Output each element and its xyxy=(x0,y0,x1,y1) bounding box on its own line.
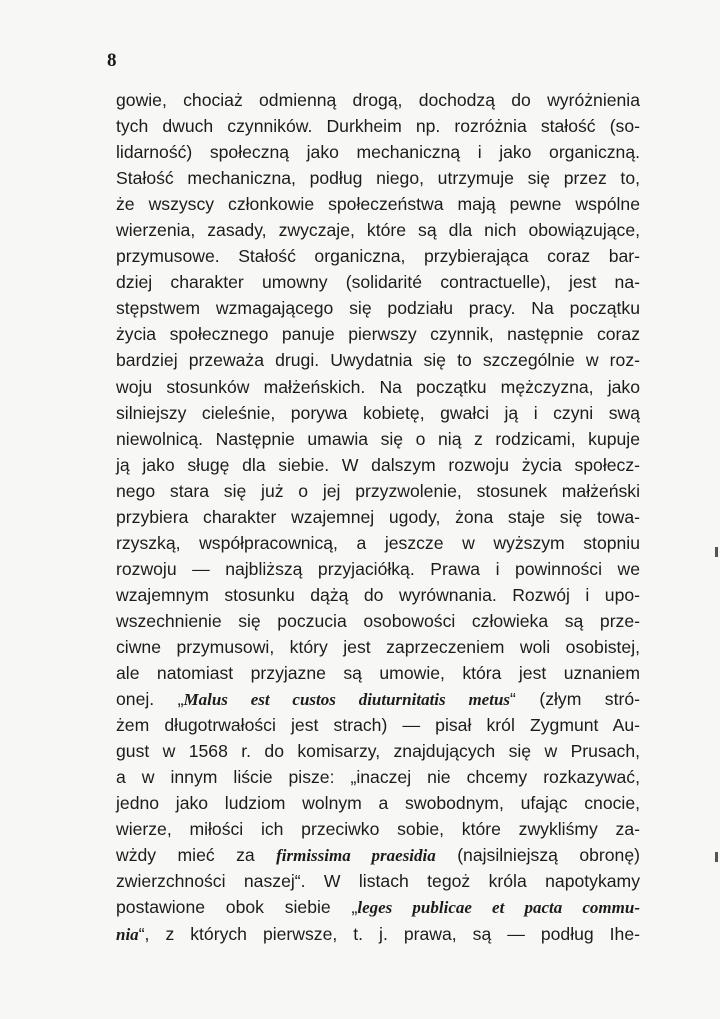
text-segment: woju stosunków małżeńskich. Na początku mężczyzna, jako xyxy=(116,376,640,397)
text-line xyxy=(116,113,640,139)
text-segment: wżdy mieć za xyxy=(116,845,277,866)
text-line xyxy=(116,530,640,556)
text-line xyxy=(116,894,640,920)
latin-quote: firmissima praesidia xyxy=(276,846,436,866)
text-segment: ciwne przymusowi, który jest zaprzeczeniem woli osobistej, xyxy=(116,636,640,657)
text-line xyxy=(116,842,640,868)
text-segment: a w innym liście pisze: „inaczej nie chcemy rozkazywać, xyxy=(116,767,640,788)
text-segment: gowie, chociaż odmienną drogą, dochodzą do wyróżnienia xyxy=(116,90,640,110)
text-segment: lidarność) społeczną jako mechaniczną i jako organiczną. xyxy=(116,142,640,163)
text-segment: ją jako sługę dla siebie. W dalszym rozwoju życia społecz- xyxy=(116,454,640,475)
text-segment: że wszyscy członkowie społeczeństwa mają pewne wspólne xyxy=(116,194,640,215)
text-line xyxy=(116,712,640,738)
text-segment: Stałość mechaniczna, podług niego, utrzymuje się przez to, xyxy=(116,168,640,189)
text-segment: wszechnienie się poczucia osobowości człowieka są prze- xyxy=(116,610,640,631)
text-segment: silniejszy cieleśnie, porywa kobietę, gwałci ją i czyni swą xyxy=(116,402,640,423)
text-segment: bardziej przeważa drugi. Uwydatnia się to szczególnie w roz- xyxy=(116,350,640,371)
text-segment: postawione obok siebie „ xyxy=(116,897,358,918)
text-line xyxy=(116,139,640,165)
text-line xyxy=(116,400,640,426)
text-line xyxy=(116,634,640,660)
latin-quote: nia xyxy=(116,924,139,944)
text-segment: tych dwuch czynników. Durkheim np. rozróżnia stałość (so- xyxy=(116,116,640,137)
text-segment: ale natomiast przyjazne są umowie, która jest uznaniem xyxy=(116,663,640,684)
text-segment: gust w 1568 r. do komisarzy, znajdujących się w Prusach, xyxy=(116,741,640,762)
text-line xyxy=(116,790,640,816)
text-segment: (najsilniejszą obronę) xyxy=(435,845,640,866)
text-segment: żem długotrwałości jest strach) — pisał król Zygmunt Au- xyxy=(116,715,640,736)
page-number: 8 xyxy=(107,50,117,71)
text-line xyxy=(116,478,640,504)
text-line xyxy=(116,868,640,894)
text-line xyxy=(116,504,640,530)
text-segment: zwierzchności naszej“. W listach tegoż króla napotykamy xyxy=(116,871,640,892)
text-line xyxy=(116,452,640,478)
text-line xyxy=(116,269,640,295)
text-segment: rozwoju — najbliższą przyjaciółką. Prawa i powinności we xyxy=(116,558,640,579)
text-line xyxy=(116,374,640,400)
latin-quote: leges publicae et pacta commu- xyxy=(357,898,640,918)
text-line xyxy=(116,321,640,347)
text-line xyxy=(116,87,640,113)
text-segment: nego stara się już o jej przyzwolenie, stosunek małżeński xyxy=(116,480,640,501)
text-segment: “ (złym stró- xyxy=(510,689,640,710)
text-line xyxy=(116,582,640,608)
text-segment: onej. „ xyxy=(116,689,184,710)
text-segment: rzyszką, współpracownicą, a jeszcze w wyższym stopniu xyxy=(116,532,640,553)
text-segment: dziej charakter umowny (solidarité contractuelle), jest na- xyxy=(116,272,640,293)
text-segment: niewolnicą. Następnie umawia się o nią z rodzicami, kupuje xyxy=(116,428,640,449)
text-line xyxy=(116,816,640,842)
text-line xyxy=(116,426,640,452)
text-line xyxy=(116,295,640,321)
text-line xyxy=(116,764,640,790)
text-line xyxy=(116,217,640,243)
latin-quote: Malus est custos diuturnitatis metus xyxy=(183,690,511,710)
text-line xyxy=(116,165,640,191)
text-segment: stępstwem wzmagającego się podziału pracy. Na początku xyxy=(116,298,640,319)
text-line xyxy=(116,738,640,764)
text-segment: jedno jako ludziom wolnym a swobodnym, ufając cnocie, xyxy=(116,793,640,814)
text-segment: wierze, miłości ich przeciwko sobie, które zwykliśmy za- xyxy=(116,819,640,840)
text-line xyxy=(116,608,640,634)
text-segment: wierzenia, zasady, zwyczaje, które są dla nich obowiązujące, xyxy=(116,220,640,241)
text-line xyxy=(116,347,640,373)
text-line xyxy=(116,243,640,269)
text-segment: przymusowe. Stałość organiczna, przybierająca coraz bar- xyxy=(116,246,640,267)
body-paragraph xyxy=(116,87,708,947)
edge-mark xyxy=(715,852,718,862)
text-segment: “, z których pierwsze, t. j. prawa, są — podług Ihe- xyxy=(138,923,640,944)
text-line xyxy=(116,660,640,686)
text-segment: przybiera charakter wzajemnej ugody, żona staje się towa- xyxy=(116,506,640,527)
text-line xyxy=(116,556,640,582)
text-line xyxy=(116,921,640,947)
edge-mark xyxy=(715,547,718,557)
text-line xyxy=(116,686,640,712)
text-line xyxy=(116,191,640,217)
text-segment: życia społecznego panuje pierwszy czynnik, następnie coraz xyxy=(116,324,640,345)
text-segment: wzajemnym stosunku dążą do wyrównania. Rozwój i upo- xyxy=(116,584,640,605)
